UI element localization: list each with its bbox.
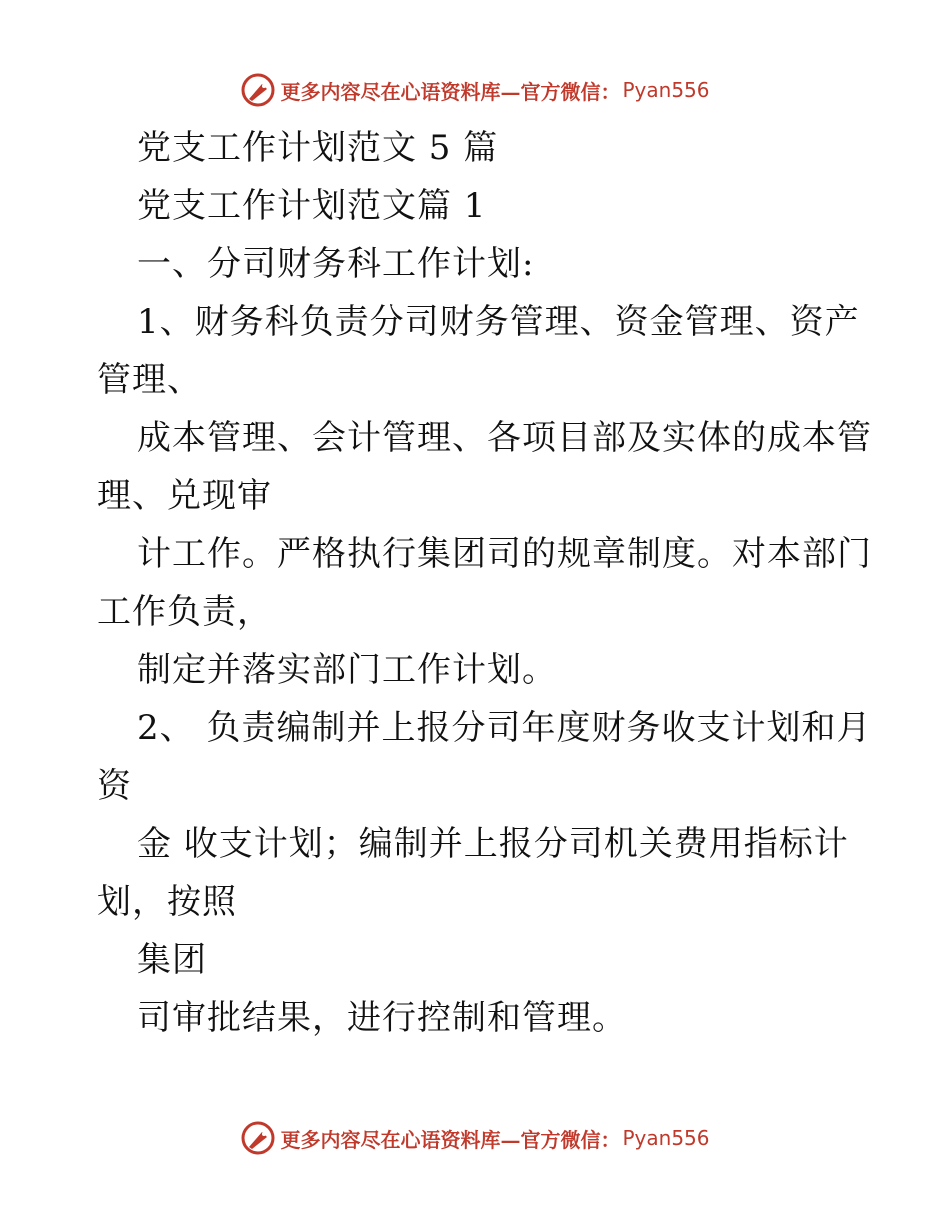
paragraph-line: 集团 [137,940,207,980]
paragraph-line: 划，按照 [97,882,237,922]
paragraph-line: 工作负责， [97,592,272,632]
paragraph-line: 成本管理、会计管理、各项目部及实体的成本管 [137,418,872,458]
banner-text: 更多内容尽在心语资料库—官方微信： [280,1127,621,1152]
paragraph-line: 资 [97,766,132,806]
subsection-heading: 一、分司财务科工作计划: [137,244,535,284]
paragraph-line: 管理、 [97,360,202,400]
banner-account: Pyan556 [622,1126,710,1150]
banner-account: Pyan556 [622,78,710,102]
paragraph-line: 1、财务科负责分司财务管理、资金管理、资产 [137,302,860,342]
pen-nib-logo-icon [240,1120,276,1156]
footer-banner [0,1118,950,1158]
paragraph-line: 金 收支计划；编制并上报分司机关费用指标计 [137,824,849,864]
paragraph-line: 制定并落实部门工作计划。 [137,650,557,690]
section-heading: 党支工作计划范文篇 1 [137,186,487,226]
document-title: 党支工作计划范文 5 篇 [137,128,499,168]
paragraph-line: 司审批结果，进行控制和管理。 [137,998,627,1038]
paragraph-line: 理、兑现审 [97,476,272,516]
paragraph-line: 2、 负责编制并上报分司年度财务收支计划和月 [137,708,872,748]
banner-text: 更多内容尽在心语资料库—官方微信： [280,79,621,104]
paragraph-line: 计工作。严格执行集团司的规章制度。对本部门 [137,534,872,574]
